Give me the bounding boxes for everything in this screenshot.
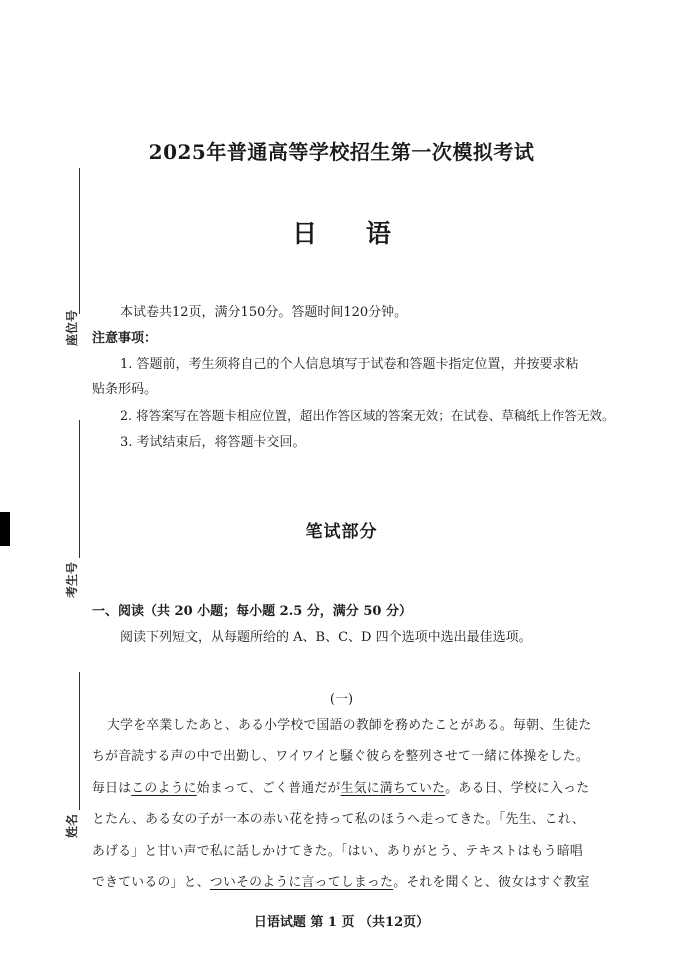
passage-text: 。ある日、学校に入った — [445, 781, 590, 796]
notice-item: 1. 答题前，考生须将自己的个人信息填写于试卷和答题卡指定位置，并按要求粘 — [120, 357, 579, 372]
notice-heading: 注意事项： — [92, 331, 158, 346]
exam-title: 2025年普通高等学校招生第一次模拟考试 — [148, 140, 535, 164]
section-title: 笔试部分 — [305, 522, 378, 542]
notice-item-continued: 贴条形码。 — [92, 382, 158, 397]
underlined-phrase: このように — [131, 781, 197, 796]
notice-item: 3. 考试结束后，将答题卡交回。 — [120, 435, 306, 450]
passage-number: (一) — [329, 692, 354, 707]
passage-text: 始まって、ごく普通だが — [196, 781, 341, 796]
notice-item: 2. 将答案写在答题卡相应位置，超出作答区域的答案无效；在试卷、草稿纸上作答无效。 — [120, 408, 615, 423]
part-instruction: 阅读下列短文，从每题所给的 A、B、C、D 四个选项中选出最佳选项。 — [120, 630, 532, 645]
passage-line: 大学を卒業したあと、ある小学校で国語の教師を務めたことがある。毎朝、生徒た — [107, 718, 592, 733]
passage-line — [92, 783, 589, 796]
subject-title: 日 语 — [292, 219, 411, 248]
name-label: 姓名 — [65, 813, 79, 838]
underlined-phrase: 生気に満ちていた — [340, 781, 446, 796]
passage-line: とたん、ある女の子が一本の赤い花を持って私のほうへ走ってきた。「先生、これ、 — [92, 812, 585, 827]
exam-number-label: 考生号 — [65, 561, 79, 598]
part-heading: 一、阅读（共 20 小题；每小题 2.5 分，满分 50 分） — [92, 604, 412, 619]
passage-line: ちが音読する声の中で出勤し、ワイワイと騒ぐ彼らを整列させて一緒に体操をした。 — [92, 749, 589, 764]
passage-line — [92, 877, 590, 890]
underlined-phrase: ついそのように言ってしまった — [209, 875, 394, 890]
passage-line: あげる」と甘い声で私に話しかけてきた。「はい、ありがとう、テキストはもう暗唱 — [92, 844, 584, 859]
paper-summary: 本试卷共12页，满分150分。答题时间120分钟。 — [120, 305, 408, 320]
passage-text: できているの」と、 — [92, 875, 210, 890]
passage-text: 毎日は — [92, 781, 132, 796]
page-footer: 日语试题 第 1 页 （共12页） — [253, 915, 430, 930]
seat-number-label: 座位号 — [65, 309, 79, 346]
passage-text: 。それを聞くと、彼女はすぐ教室 — [393, 875, 590, 890]
